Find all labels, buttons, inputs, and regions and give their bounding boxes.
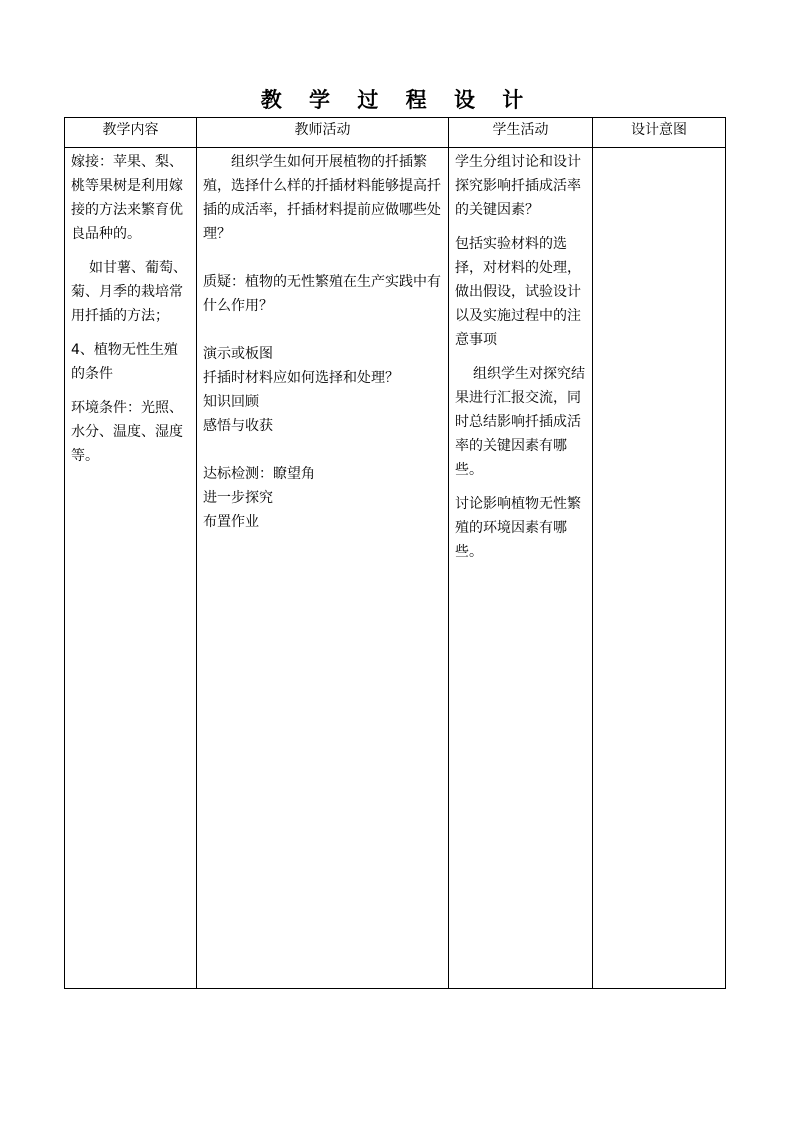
- teacher-question: 质疑：植物的无性繁殖在生产实践中有什么作用？: [203, 274, 441, 314]
- teacher-cell: [197, 148, 449, 989]
- student-report: 组织学生对探究结果进行汇报交流，同时总结影响扦插成活率的关键因素有哪些。: [455, 366, 585, 478]
- content-conditions-heading: 4、植物无性生殖的条件: [71, 342, 178, 382]
- teacher-homework: 布置作业: [203, 514, 259, 530]
- header-design-intent: 设计意图: [593, 118, 726, 148]
- student-environment-discussion: 讨论影响植物无性繁殖的环境因素有哪些。: [455, 496, 581, 560]
- teacher-reflection: 感悟与收获: [203, 418, 273, 434]
- table-row: [65, 148, 726, 989]
- student-cell: [449, 148, 593, 989]
- page-title: 教 学 过 程 设 计: [260, 87, 534, 112]
- content-environment: 环境条件：光照、水分、温度、湿度等。: [71, 400, 183, 464]
- intent-cell: [593, 148, 726, 989]
- header-teacher-activity: 教师活动: [197, 118, 449, 148]
- teacher-organize: 组织学生如何开展植物的扦插繁殖，选择什么样的扦插材料能够提高扦插的成活率，扦插材料提前应做哪些处理？: [203, 154, 441, 242]
- teacher-material-choice: 扦插时材料应如何选择和处理？: [203, 370, 399, 386]
- content-cell: [65, 148, 197, 989]
- lesson-process-table: [64, 117, 726, 989]
- teacher-assessment: 达标检测：瞭望角: [203, 466, 315, 482]
- content-cutting: 如甘薯、葡萄、菊、月季的栽培常用扦插的方法；: [71, 260, 187, 324]
- header-student-activity: 学生活动: [449, 118, 593, 148]
- content-grafting: 嫁接：苹果、梨、桃等果树是利用嫁接的方法来繁育优良品种的。: [71, 154, 183, 242]
- table-header-row: [65, 118, 726, 148]
- student-design-details: 包括实验材料的选择，对材料的处理，做出假设，试验设计以及实施过程中的注意事项: [455, 236, 581, 348]
- teacher-review: 知识回顾: [203, 394, 259, 410]
- teacher-further-inquiry: 进一步探究: [203, 490, 273, 506]
- header-teaching-content: 教学内容: [65, 118, 197, 148]
- student-discussion: 学生分组讨论和设计探究影响扦插成活率的关键因素？: [455, 154, 581, 218]
- teacher-demo: 演示或板图: [203, 346, 273, 362]
